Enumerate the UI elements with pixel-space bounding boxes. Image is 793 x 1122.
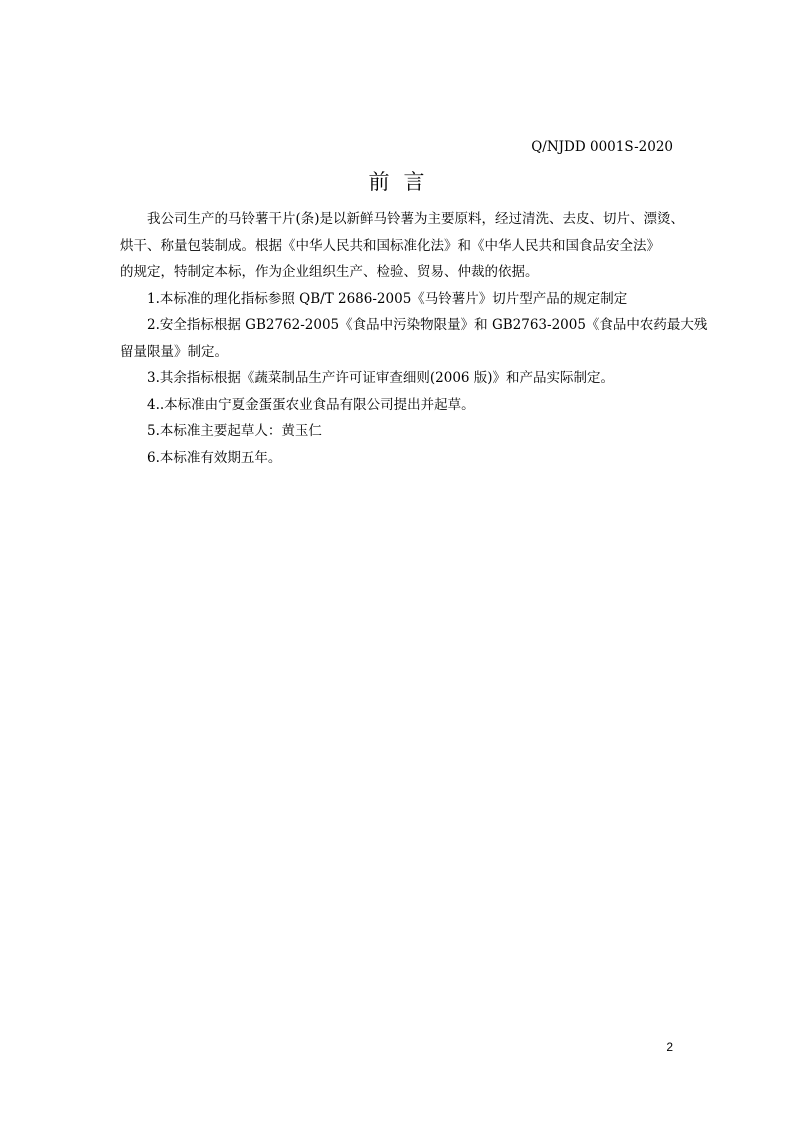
list-item-6-text: 6.本标准有效期五年。 [147, 449, 282, 466]
list-item-2-line-1: 2.安全指标根据 GB2762-2005《食品中污染物限量》和 GB2763-2005《食品中农药最大残 [147, 317, 708, 333]
intro-paragraph [120, 206, 685, 233]
intro-line-3: 的规定，特制定本标，作为企业组织生产、检验、贸易、仲裁的依据。 [120, 264, 539, 280]
document-body [120, 206, 708, 471]
list-item-1-text: 1.本标准的理化指标参照 QB/T 2686-2005《马铃薯片》切片型产品的规定制定 [147, 290, 628, 307]
list-item-3-text: 3.其余指标根据《蔬菜制品生产许可证审查细则(2006 版)》和产品实际制定。 [147, 370, 615, 386]
list-item-2-line-2: 留量限量》制定。 [120, 343, 228, 360]
page-title: 前言 [368, 170, 439, 194]
page-number: 2 [666, 1040, 673, 1054]
document-code: Q/NJDD 0001S-2020 [531, 139, 673, 155]
list-item-6 [120, 445, 674, 472]
list-item-4 [120, 392, 674, 419]
list-item-1 [120, 286, 674, 313]
intro-line-1: 我公司生产的马铃薯干片(条)是以新鲜马铃薯为主要原料，经过清洗、去皮、切片、漂烫、 [147, 211, 685, 227]
list-item-4-text: 4..本标准由宁夏金蛋蛋农业食品有限公司提出并起草。 [147, 396, 475, 413]
list-item-3 [120, 365, 674, 392]
intro-line-2: 烘干、称量包装制成。根据《中华人民共和国标准化法》和《中华人民共和国食品安全法》 [120, 237, 660, 254]
list-item-5-text: 5.本标准主要起草人：黄玉仁 [147, 423, 322, 439]
list-item-5 [120, 418, 674, 445]
list-item-2 [120, 312, 708, 339]
